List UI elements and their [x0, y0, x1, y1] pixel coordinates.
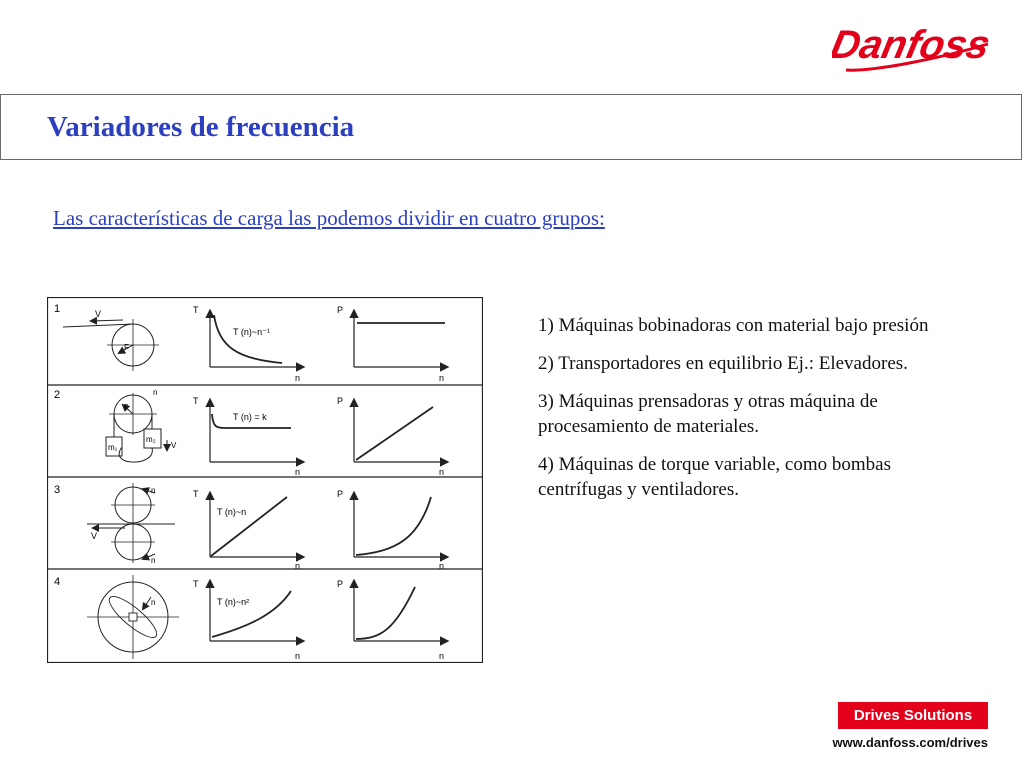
intro-text[interactable]: Las características de carga las podemos dividir en cuatro grupos:: [53, 206, 605, 230]
torque-relation-label: T (n)~n⁻¹: [233, 327, 270, 337]
speed-axis-label: n: [439, 373, 445, 383]
torque-axis-label: T: [193, 305, 199, 315]
icon-label: V: [171, 441, 177, 450]
power-axis-label: P: [337, 396, 344, 406]
load-characteristics-diagram: [47, 297, 483, 663]
icon-label: V: [91, 531, 98, 541]
speed-axis-label: n: [439, 651, 445, 661]
torque-axis-label: T: [193, 489, 199, 499]
title-bar: [0, 94, 1022, 160]
icon-label: n: [153, 388, 158, 397]
icon-label: n: [151, 486, 156, 495]
danfoss-logo: [832, 14, 992, 78]
speed-axis-label: n: [295, 467, 301, 477]
diagram-svg: [47, 297, 483, 663]
svg-text:Danfoss: Danfoss: [832, 21, 992, 67]
group-number: 1: [54, 303, 61, 315]
speed-axis-label: n: [295, 373, 301, 383]
icon-label: m₂: [146, 435, 156, 444]
icon-label: F: [124, 343, 129, 352]
drives-solutions-badge: Drives Solutions: [838, 702, 988, 729]
icon-label: n: [151, 598, 156, 607]
group-descriptions: [538, 313, 978, 515]
speed-axis-label: n: [439, 561, 445, 571]
torque-relation-label: T (n)~n²: [217, 597, 250, 607]
page-title: Variadores de frecuencia: [47, 111, 355, 143]
group-number: 4: [54, 576, 61, 588]
torque-relation-label: T (n) = k: [233, 412, 267, 422]
icon-label: F: [124, 404, 129, 411]
group-number: 2: [54, 389, 61, 401]
torque-axis-label: T: [193, 396, 199, 406]
list-item: 4) Máquinas de torque variable, como bombas centrífugas y ventiladores.: [538, 454, 891, 500]
list-item: 1) Máquinas bobinadoras con material bajo presión: [538, 315, 929, 336]
power-axis-label: P: [337, 489, 344, 499]
icon-label: n: [151, 556, 156, 565]
speed-axis-label: n: [295, 561, 301, 571]
torque-axis-label: T: [193, 579, 199, 589]
power-axis-label: P: [337, 579, 344, 589]
danfoss-logo-mark: [832, 14, 992, 78]
icon-label: m₁: [108, 443, 118, 452]
list-item: 3) Máquinas prensadoras y otras máquina de procesamiento de materiales.: [538, 391, 878, 437]
torque-relation-label: T (n)~n: [217, 507, 247, 517]
list-item: 2) Transportadores en equilibrio Ej.: Elevadores.: [538, 353, 908, 374]
icon-label: V: [95, 309, 102, 319]
power-axis-label: P: [337, 305, 344, 315]
speed-axis-label: n: [439, 467, 445, 477]
website-url[interactable]: www.danfoss.com/drives: [832, 735, 988, 750]
speed-axis-label: n: [295, 651, 301, 661]
group-number: 3: [54, 484, 61, 496]
